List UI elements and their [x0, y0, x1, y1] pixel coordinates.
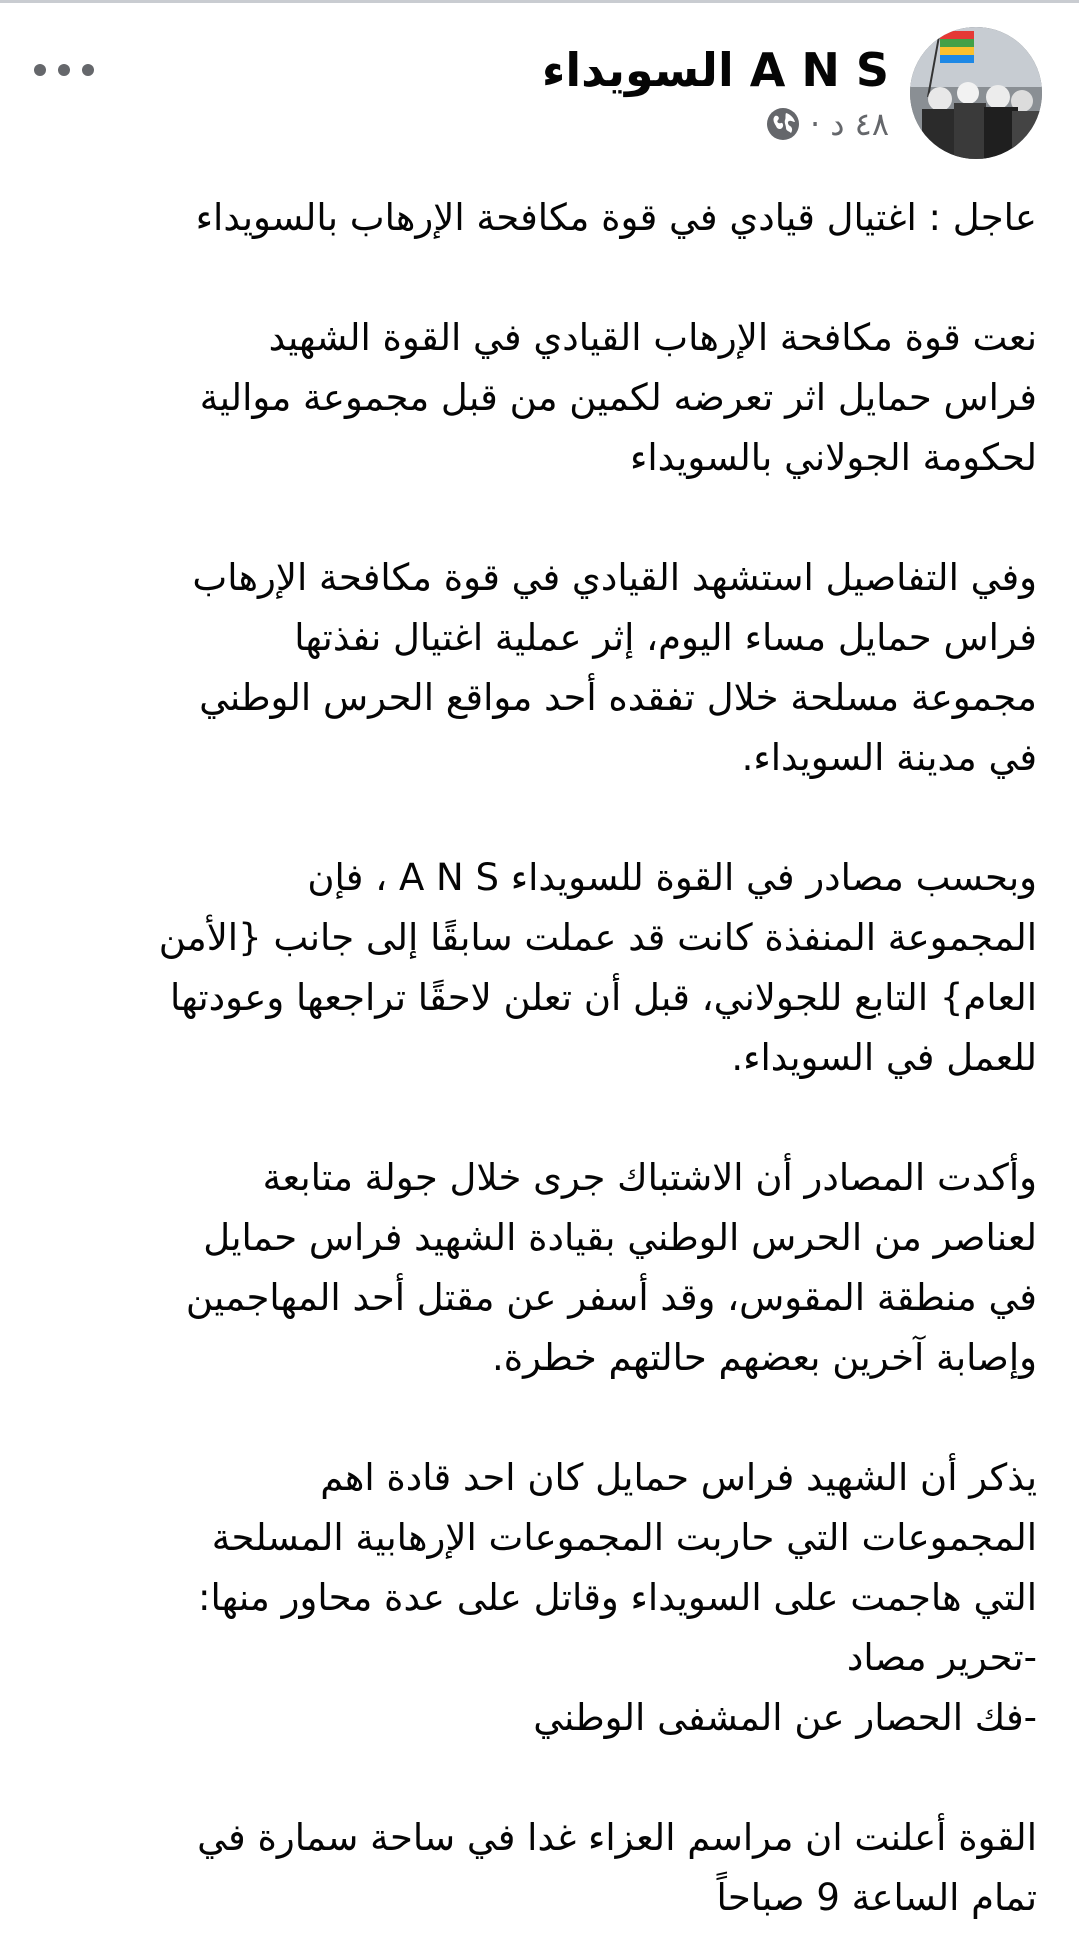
- paragraph-line: نعت قوة مكافحة الإرهاب القيادي في القوة الشهيد: [268, 316, 1037, 359]
- paragraph-line: وإصابة آخرين بعضهم حالتهم خطرة.: [491, 1336, 1037, 1379]
- paragraph-line: وأكدت المصادر أن الاشتباك جرى خلال جولة متابعة: [262, 1156, 1037, 1199]
- paragraph-line: وفي التفاصيل استشهد القيادي في قوة مكافحة الإرهاب: [192, 556, 1037, 599]
- paragraph-line: التي هاجمت على السويداء وقاتل على عدة محاور منها:: [198, 1576, 1037, 1619]
- list-item: -فك الحصار عن المشفى الوطني: [533, 1696, 1037, 1739]
- paragraph-line: لعناصر من الحرس الوطني بقيادة الشهيد فراس حمايل: [203, 1216, 1037, 1259]
- more-dot: [82, 64, 94, 76]
- header-text: [542, 42, 889, 144]
- paragraph-3: [22, 848, 1037, 1088]
- paragraph-5: [22, 1448, 1037, 1748]
- paragraph-1: [22, 308, 1037, 488]
- paragraph-line: تمام الساعة 9 صباحاً: [716, 1876, 1037, 1919]
- paragraph-line: المجموعات التي حاربت المجموعات الإرهابية المسلحة: [211, 1516, 1037, 1559]
- post-meta: [542, 104, 889, 144]
- paragraph-line: المجموعة المنفذة كانت قد عملت سابقًا إلى جانب {الأمن: [158, 916, 1037, 959]
- globe-icon: [766, 107, 800, 141]
- paragraph-line: مجموعة مسلحة خلال تفقده أحد مواقع الحرس الوطني: [199, 676, 1037, 719]
- post-headline: [22, 188, 1037, 248]
- meta-separator: ·: [810, 105, 821, 143]
- paragraph-line: يذكر أن الشهيد فراس حمايل كان احد قادة اهم: [320, 1456, 1037, 1499]
- paragraph-line: للعمل في السويداء.: [731, 1036, 1037, 1079]
- paragraph-line: العام} التابع للجولاني، قبل أن تعلن لاحقًا تراجعها وعودتها: [170, 976, 1037, 1019]
- paragraph-4: [22, 1148, 1037, 1388]
- paragraph-6: [22, 1808, 1037, 1928]
- post-body: [22, 188, 1037, 1928]
- post-time[interactable]: ٤٨ د: [830, 105, 889, 143]
- paragraph-line: لحكومة الجولاني بالسويداء: [629, 436, 1037, 479]
- list-item: -تحرير مصاد: [846, 1636, 1037, 1679]
- paragraph-line: فراس حمايل اثر تعرضه لكمين من قبل مجموعة موالية: [199, 376, 1037, 419]
- paragraph-line: القوة أعلنت ان مراسم العزاء غدا في ساحة سمارة في: [197, 1816, 1037, 1859]
- paragraph-line: في مدينة السويداء.: [741, 736, 1037, 779]
- paragraph-line: وبحسب مصادر في القوة للسويداء A N S ، فإن: [307, 856, 1037, 899]
- paragraph-2: [22, 548, 1037, 788]
- avatar-photo: [910, 27, 1042, 159]
- paragraph-line: في منطقة المقوس، وقد أسفر عن مقتل أحد المهاجمين: [185, 1276, 1037, 1319]
- headline-text: عاجل : اغتيال قيادي في قوة مكافحة الإرهاب بالسويداء: [195, 196, 1037, 239]
- more-dot: [58, 64, 70, 76]
- page-avatar[interactable]: [910, 27, 1042, 159]
- post-header: [0, 0, 1079, 180]
- page-name[interactable]: A N S السويداء: [541, 43, 889, 97]
- more-options-button[interactable]: [34, 50, 94, 90]
- paragraph-line: فراس حمايل مساء اليوم، إثر عملية اغتيال نفذتها: [294, 616, 1037, 659]
- more-dots-icon: [34, 64, 46, 76]
